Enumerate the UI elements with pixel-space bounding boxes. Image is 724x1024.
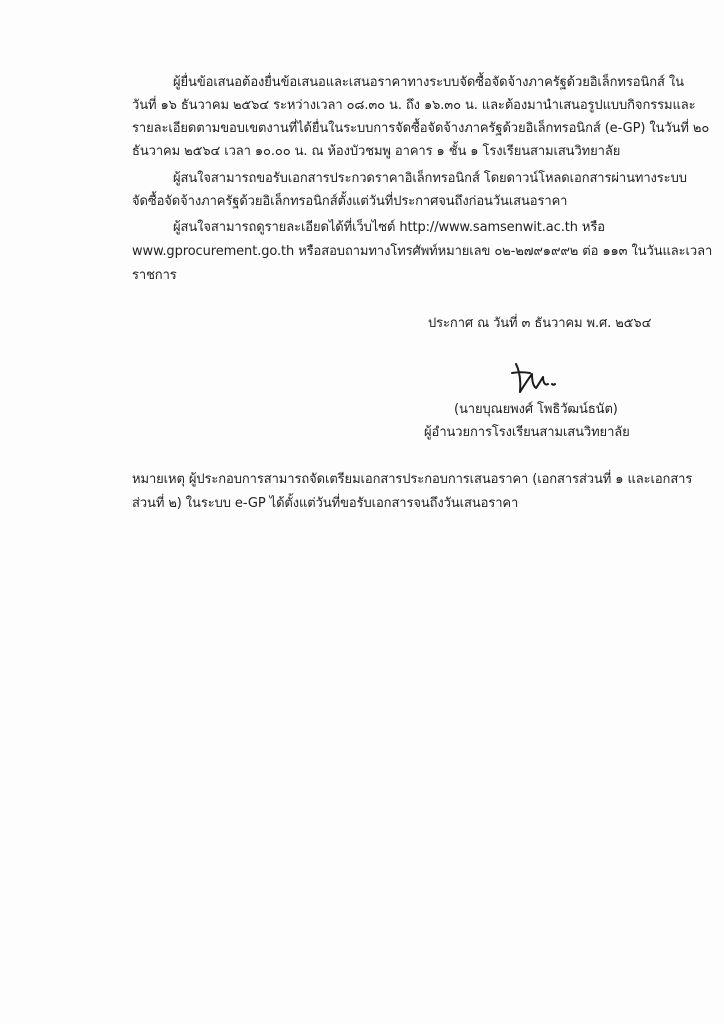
download-line-1: ผู้สนใจสามารถขอรับเอกสารประกวดราคาอิเล็กทรอนิกส์ โดยดาวน์โหลดเอกสารผ่านทางระบบ <box>173 171 687 186</box>
submission-line-2: วันที่ ๑๖ ธันวาคม ๒๕๖๔ ระหว่างเวลา ๐๘.๓๐ น. ถึง ๑๖.๓๐ น. และต้องมานำเสนอรูปแบบกิจกรรมและ <box>132 98 696 113</box>
submission-line-1: ผู้ยื่นข้อเสนอต้องยื่นข้อเสนอและเสนอราคาทางระบบจัดซื้อจัดจ้างภาครัฐด้วยอิเล็กทรอนิกส์ ใน <box>173 75 684 90</box>
announce-date: ประกาศ ณ วันที่ ๓ ธันวาคม พ.ศ. ๒๕๖๔ <box>428 316 652 331</box>
info-line-2: www.gprocurement.go.th หรือสอบถามทางโทรศัพท์หมายเลข ๐๒-๒๗๙๑๙๙๒ ต่อ ๑๑๓ ในวันและเวลา <box>132 244 713 259</box>
signer-name: (นายบุณยพงศ์ โพธิวัฒน์ธนัต) <box>454 402 618 417</box>
signer-title: ผู้อำนวยการโรงเรียนสามเสนวิทยาลัย <box>424 425 630 440</box>
download-line-2: จัดซื้อจัดจ้างภาครัฐด้วยอิเล็กทรอนิกส์ตั้งแต่วันที่ประกาศจนถึงก่อนวันเสนอราคา <box>132 194 568 209</box>
note-line-2: ส่วนที่ ๒) ในระบบ e-GP ได้ตั้งแต่วันที่ขอรับเอกสารจนถึงวันเสนอราคา <box>132 496 519 511</box>
signature-image <box>510 360 560 396</box>
submission-line-3: รายละเอียดตามขอบเขตงานที่ได้ยื่นในระบบการจัดซื้อจัดจ้างภาครัฐด้วยอิเล็กทรอนิกส์ (e-GP) ในวันที่ ๒๐ <box>132 121 710 136</box>
info-line-3: ราชการ <box>132 268 177 283</box>
note-line-1: หมายเหตุ ผู้ประกอบการสามารถจัดเตรียมเอกสารประกอบการเสนอราคา (เอกสารส่วนที่ ๑ และเอกสาร <box>132 472 693 487</box>
info-line-1: ผู้สนใจสามารถดูรายละเอียดได้ที่เว็บไซต์ http://www.samsenwit.ac.th หรือ <box>173 220 605 235</box>
submission-line-4: ธันวาคม ๒๕๖๔ เวลา ๑๐.๐๐ น. ณ ห้องบัวชมพู อาคาร ๑ ชั้น ๑ โรงเรียนสามเสนวิทยาลัย <box>132 144 621 159</box>
